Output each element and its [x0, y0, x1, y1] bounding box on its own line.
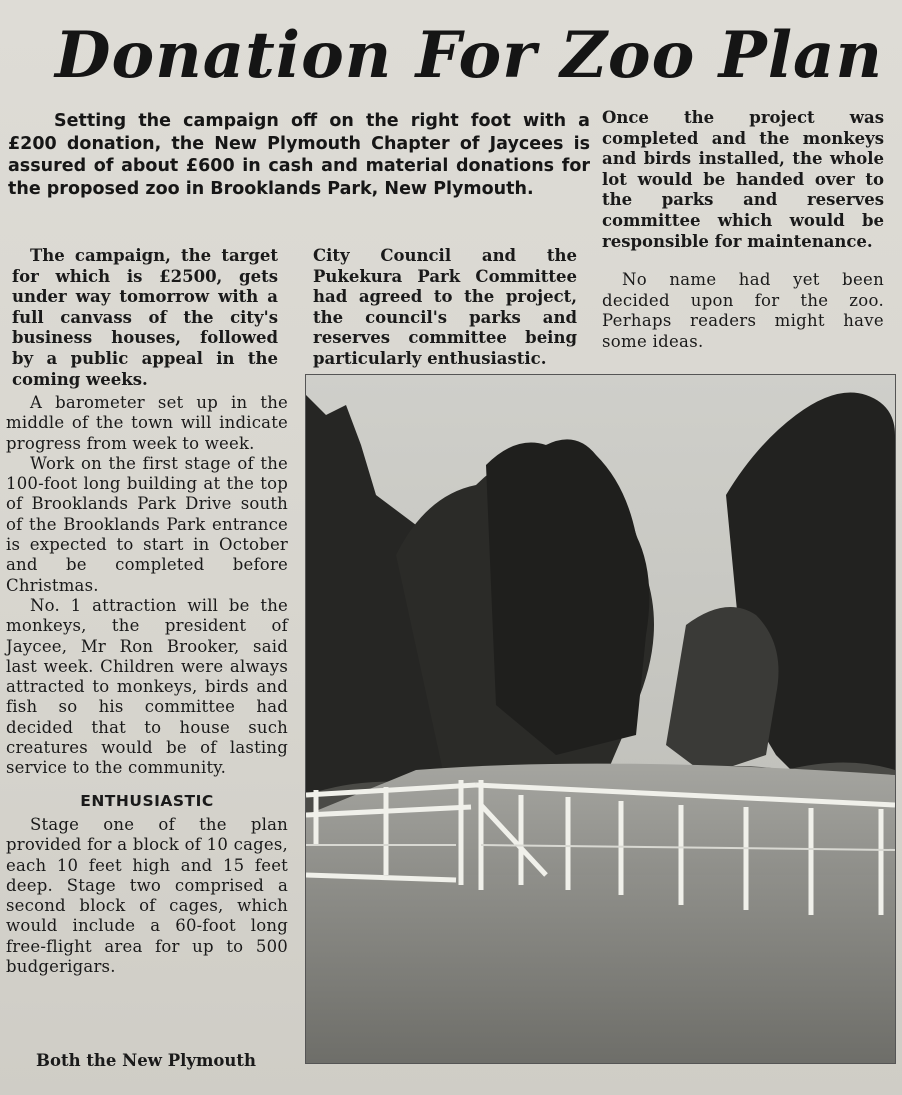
paragraph-campaign-target: The campaign, the target for which is £2500, gets under way tomorrow with a full canvass of the city's business houses, followed by a public appeal in the coming weeks.	[12, 246, 278, 389]
park-photo-image	[306, 375, 895, 1063]
paragraph-stages: Stage one of the plan provided for a block of 10 cages, each 10 feet high and 15 feet deep. Stage two comprised a second block of cages, which would include a 60-foot long free-flight area for up to 500 budgerigars.	[6, 814, 288, 977]
headline: Donation For Zoo Plan	[55, 18, 883, 93]
park-photograph	[305, 374, 896, 1064]
column-3-top	[602, 108, 884, 353]
lede-paragraph: Setting the campaign off on the right foot with a £200 donation, the New Plymouth Chapter of Jaycees is assured of about £600 in cash and material donations for the proposed zoo in Brooklands Park, New Plymouth.	[8, 111, 590, 199]
paragraph-barometer: A barometer set up in the middle of the town will indicate progress from week to week.	[6, 393, 288, 453]
subheading: ENTHUSIASTIC	[80, 791, 214, 810]
paragraph-monkeys: No. 1 attraction will be the monkeys, the president of Jaycee, Mr Ron Brooker, said last week. Children were always attracted to monkeys, birds and fish so his committee had decided that to house such creatures would be of lasting service to the community.	[6, 595, 288, 778]
column-1-top	[12, 246, 278, 390]
paragraph-council-agreement: City Council and the Pukekura Park Committee had agreed to the project, the council's parks and reserves committee being particularly enthusiastic.	[313, 246, 577, 368]
column-2-top	[313, 246, 577, 370]
paragraph-handover: Once the project was completed and the monkeys and birds installed, the whole lot would be handed over to the parks and reserves committee which would be responsible for maintenance.	[602, 108, 884, 251]
column-1-bottom	[6, 393, 288, 977]
paragraph-first-stage: Work on the first stage of the 100-foot long building at the top of Brooklands Park Drive south of the Brooklands Park entrance is expected to start in October and be completed before Christmas.	[6, 453, 288, 595]
continued-line: Both the New Plymouth	[36, 1051, 257, 1070]
paragraph-zoo-name: No name had yet been decided upon for the zoo. Perhaps readers might have some ideas.	[602, 270, 884, 351]
